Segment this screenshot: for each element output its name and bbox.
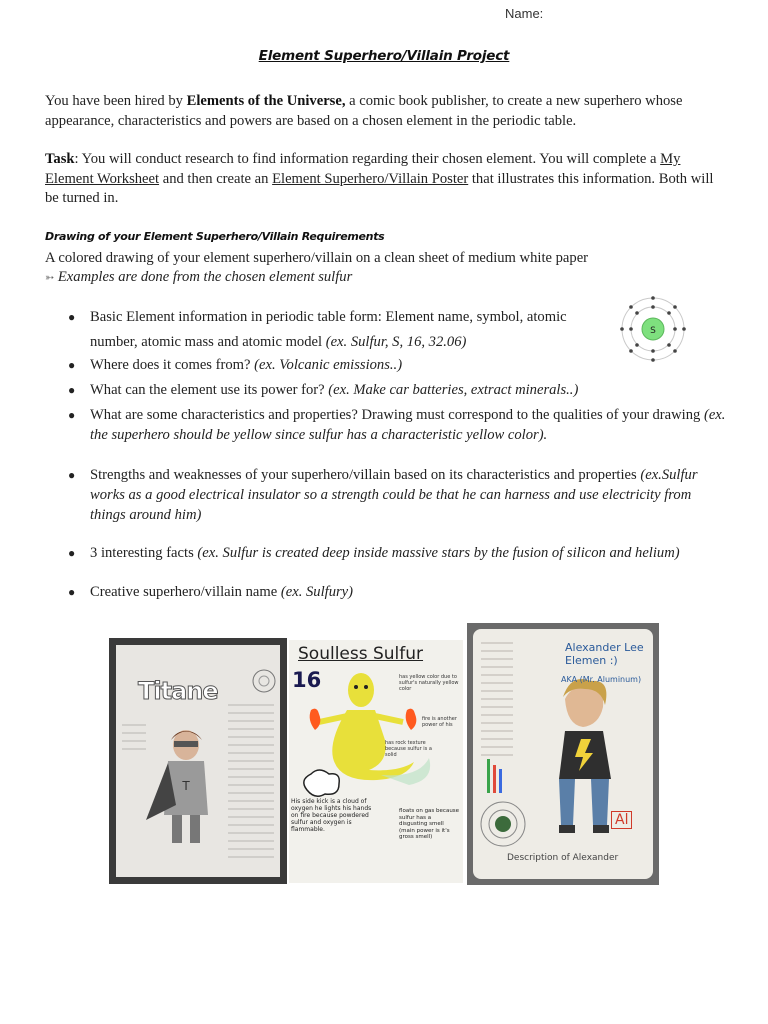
list-item: ● What can the element use its power for? (ex. Make car batteries, extract minerals..)	[68, 382, 579, 398]
poster-annotation: fire is another power of his	[422, 716, 457, 728]
atom-model-icon	[620, 296, 686, 362]
list-item: ● Creative superhero/villain name (ex. Sulfury)	[68, 584, 354, 600]
page-title: Element Superhero/Villain Project	[258, 48, 510, 64]
titane-hero-drawing	[116, 645, 280, 877]
bullet-icon: ●	[68, 358, 76, 372]
poster-annotation: has yellow color due to sulfur's naturally yellow color	[399, 674, 459, 692]
poster-annotation: His side kick is a cloud of oxygen he lights his hands on fire because powdered sulfur and oxygen is flammable.	[291, 798, 372, 833]
bullet-icon: ●	[68, 585, 76, 599]
example-poster-aluminum	[467, 623, 659, 885]
example-poster-titane	[109, 638, 287, 884]
poster-annotation: floats on gas because sulfur has a disgusting smell (main power is it's gross smell)	[399, 808, 460, 840]
bullet-icon: ●	[68, 546, 76, 560]
list-item: ● Strengths and weaknesses of your superhero/villain based on its characteristics and properties (ex.Sulfur works as a good electrical insulator so a strength could be that he can harness and use electricity from things around him)	[68, 467, 698, 523]
poster-subtitle: AKA (Mr. Aluminum)	[561, 675, 642, 684]
svg-text:T: T	[182, 779, 190, 793]
publisher-name: Elements of the Universe,	[186, 93, 346, 109]
list-item: ● What are some characteristics and properties? Drawing must correspond to the qualities of your drawing (ex. the superhero should be yellow since sulfur has a characteristic yellow color).	[68, 407, 726, 443]
name-label: Name:	[505, 6, 544, 21]
bullet-icon: ●	[68, 468, 76, 482]
bullet-icon: ●	[68, 408, 76, 422]
requirements-intro: A colored drawing of your element superhero/villain on a clean sheet of medium white paper	[45, 250, 589, 266]
poster-title: Alexander Lee Elemen :)	[565, 641, 644, 667]
poster-title: Soulless Sulfur	[298, 644, 424, 664]
list-item: ● Basic Element information in periodic table form: Element name, symbol, atomic number, atomic mass and atomic model (ex. Sulfur, S, 16, 32.06)	[68, 305, 588, 355]
poster-footer: Description of Alexander	[507, 853, 619, 863]
requirements-heading: Drawing of your Element Superhero/Villain Requirements	[45, 230, 385, 243]
poster-title: Titane	[138, 677, 218, 705]
atomic-number: 16	[292, 668, 322, 692]
arrow-icon: ➳	[45, 272, 55, 284]
example-poster-sulfur	[289, 640, 463, 883]
task-paragraph: Task: You will conduct research to find information regarding their chosen element. You will complete a My Element Worksheet and then create an Element Superhero/Villain Poster that illustrates this information. Both will be turned in.	[45, 151, 714, 206]
poster-annotation: has rock texture because sulfur is a solid	[385, 740, 432, 758]
worksheet-link[interactable]: My Element Worksheet	[45, 151, 681, 187]
svg-text:S: S	[650, 326, 656, 336]
list-item: ● Where does it comes from? (ex. Volcanic emissions..)	[68, 357, 403, 373]
bullet-icon: ●	[68, 310, 76, 324]
poster-link[interactable]: Element Superhero/Villain Poster	[272, 170, 469, 187]
task-label: Task	[45, 151, 75, 167]
list-item: ● 3 interesting facts (ex. Sulfur is created deep inside massive stars by the fusion of silicon and helium)	[68, 545, 680, 561]
element-symbol: Al	[611, 811, 632, 829]
intro-paragraph: You have been hired by Elements of the Universe, a comic book publisher, to create a new superhero whose appearance, characteristics and powers are based on a chosen element in the periodic table.	[45, 93, 683, 129]
examples-note: ➳ Examples are done from the chosen element sulfur	[45, 269, 353, 285]
bullet-icon: ●	[68, 383, 76, 397]
